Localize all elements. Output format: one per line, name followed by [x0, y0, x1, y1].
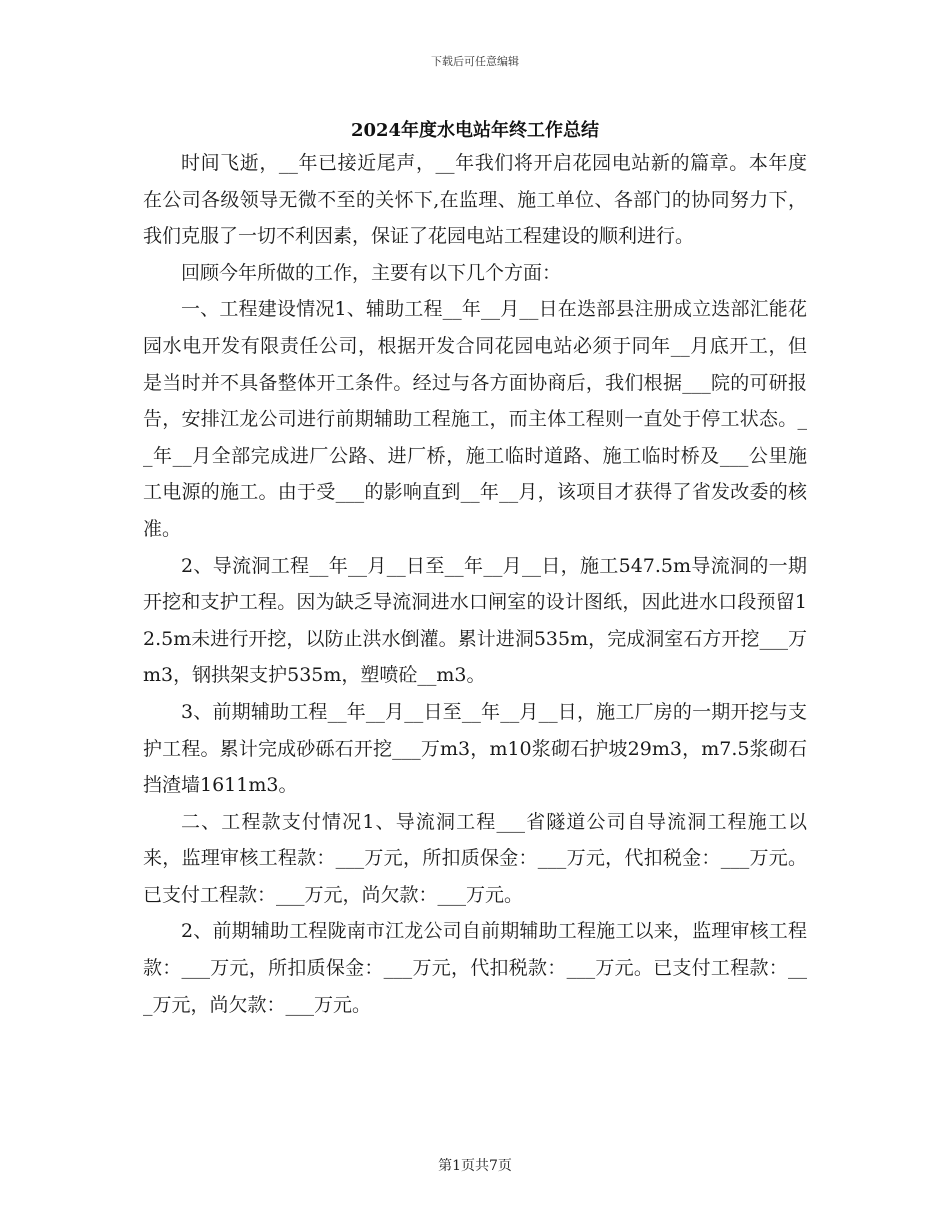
download-note: 下载后可任意编辑	[431, 55, 519, 68]
paragraph-diversion-tunnel: 2、导流洞工程__年__月__日至__年__月__日，施工547.5m导流洞的一期开挖和支护工程。因为缺乏导流洞进水口闸室的设计图纸，因此进水口段预留12.5m未进行开挖，以防止洪水倒灌。累计进洞535m，完成洞室石方开挖___万m3，钢拱架支护535m，塑喷砼__m3。	[143, 554, 807, 687]
paragraph-review: 回顾今年所做的工作，主要有以下几个方面：	[181, 261, 562, 284]
paragraph-payment-tunnel: 二、工程款支付情况1、导流洞工程___省隧道公司自导流洞工程施工以来，监理审核工程款：___万元，所扣质保金：___万元，代扣税金：___万元。已支付工程款：___万元，尚欠款：___万元。	[143, 810, 807, 906]
paragraph-payment-auxiliary: 2、前期辅助工程陇南市江龙公司自前期辅助工程施工以来，监理审核工程款：___万元，所扣质保金：___万元，代扣税款：___万元。已支付工程款：___万元，尚欠款：___万元。	[143, 920, 807, 1016]
paragraph-intro: 时间飞逝，__年已接近尾声，__年我们将开启花园电站新的篇章。本年度在公司各级领导无微不至的关怀下,在监理、施工单位、各部门的协同努力下，我们克服了一切不利因素，保证了花园电站工程建设的顺利进行。	[143, 152, 807, 248]
document-body	[143, 145, 807, 1023]
page-number: 第1页共7页	[438, 1158, 512, 1174]
paragraph-construction: 一、工程建设情况1、辅助工程__年__月__日在迭部县注册成立迭部汇能花园水电开发有限责任公司，根据开发合同花园电站必须于同年__月底开工，但是当时并不具备整体开工条件。经过与各方面协商后，我们根据___院的可研报告，安排江龙公司进行前期辅助工程施工，而主体工程则一直处于停工状态。__年__月全部完成进厂公路、进厂桥，施工临时道路、施工临时桥及___公里施工电源的施工。由于受___的影响直到__年__月，该项目才获得了省发改委的核准。	[143, 298, 807, 540]
document-title: 2024年度水电站年终工作总结	[350, 120, 600, 141]
paragraph-auxiliary-works: 3、前期辅助工程__年__月__日至__年__月__日，施工厂房的一期开挖与支护工程。累计完成砂砾石开挖___万m3，m10浆砌石护坡29m3，m7.5浆砌石挡渣墙1611m3。	[143, 700, 807, 797]
